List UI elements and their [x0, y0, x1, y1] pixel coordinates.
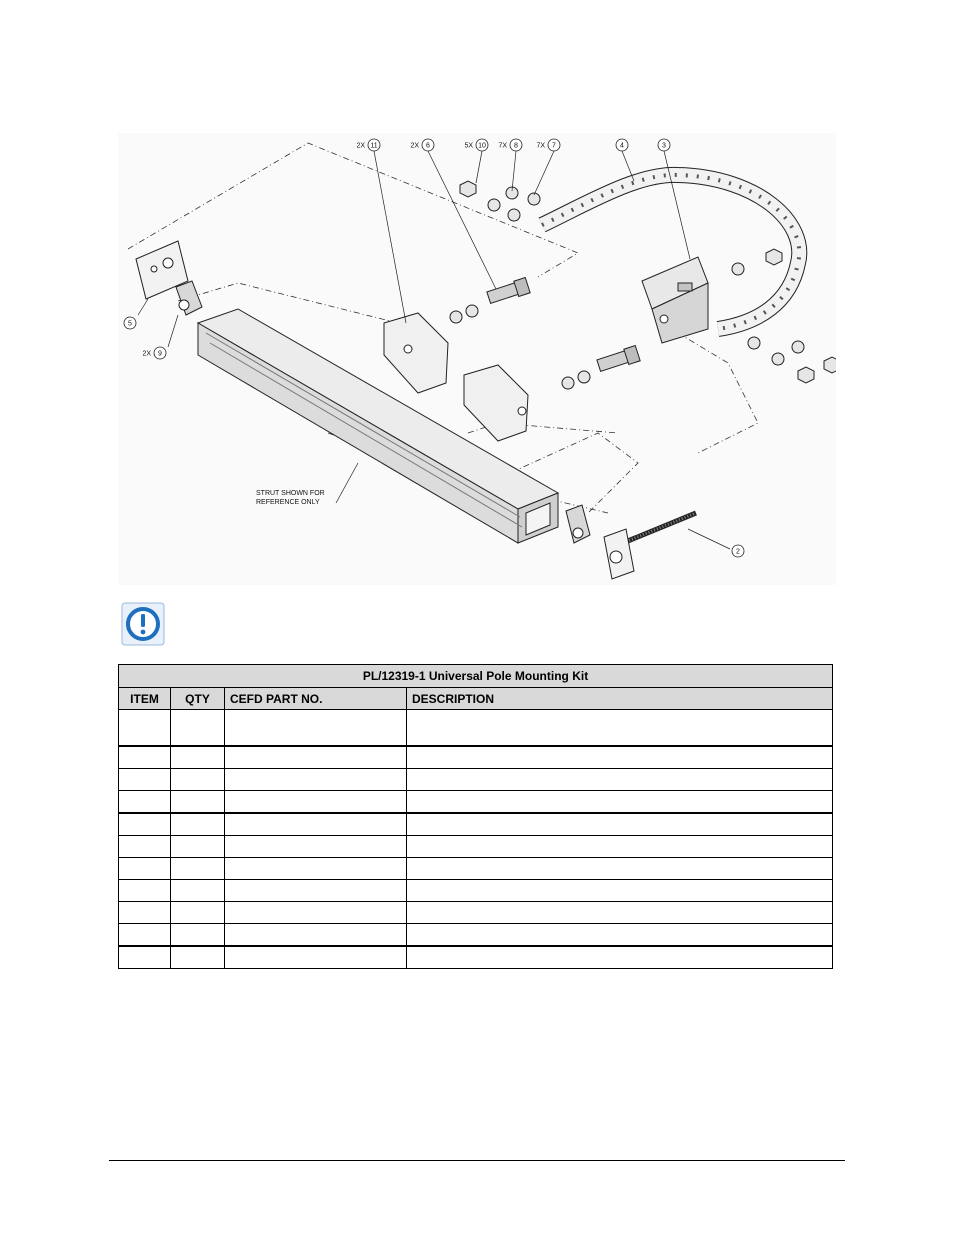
callout-4	[616, 139, 628, 151]
table-row	[119, 902, 833, 924]
table-header-row	[119, 688, 833, 710]
callout-9	[142, 347, 166, 359]
cell-part	[225, 924, 407, 947]
cell-item	[119, 746, 171, 769]
cell-qty	[171, 746, 225, 769]
cell-desc	[407, 710, 833, 747]
callout-number: 11	[370, 142, 378, 150]
table-row	[119, 791, 833, 814]
callout-qty: 7X	[536, 142, 545, 150]
table-row	[119, 836, 833, 858]
cell-desc	[407, 813, 833, 836]
cell-qty	[171, 902, 225, 924]
cell-item	[119, 924, 171, 947]
callout-number: 7	[552, 142, 556, 150]
callout-6	[410, 139, 434, 151]
cell-qty	[171, 946, 225, 969]
strut-note-line-1: STRUT SHOWN FOR	[256, 490, 325, 497]
cell-qty	[171, 791, 225, 814]
cell-desc	[407, 880, 833, 902]
clamp-block-3	[642, 257, 708, 343]
cell-part	[225, 858, 407, 880]
table-row	[119, 858, 833, 880]
callout-number: 5	[128, 320, 132, 328]
cell-part	[225, 902, 407, 924]
cell-item	[119, 902, 171, 924]
callout-8	[498, 139, 522, 151]
cell-part	[225, 946, 407, 969]
table-title-row	[119, 665, 833, 688]
table-row	[119, 710, 833, 747]
important-note-icon	[121, 602, 165, 646]
callout-qty: 2X	[142, 350, 151, 358]
cell-item	[119, 769, 171, 791]
header-item: ITEM	[119, 688, 171, 710]
header-description: DESCRIPTION	[407, 688, 833, 710]
callout-2	[732, 545, 744, 557]
parts-list-table	[118, 664, 833, 969]
cell-qty	[171, 836, 225, 858]
callout-5	[124, 317, 136, 329]
cell-qty	[171, 924, 225, 947]
hex-bolt-6	[487, 278, 640, 372]
callout-qty: 7X	[498, 142, 507, 150]
cell-part	[225, 813, 407, 836]
cell-item	[119, 710, 171, 747]
cell-item	[119, 813, 171, 836]
cell-part	[225, 746, 407, 769]
exploded-assembly-drawing	[118, 133, 836, 585]
header-qty: QTY	[171, 688, 225, 710]
cell-qty	[171, 769, 225, 791]
table-row	[119, 880, 833, 902]
callout-number: 6	[426, 142, 430, 150]
cell-part	[225, 710, 407, 747]
strut-note-line-2: REFERENCE ONLY	[256, 499, 320, 506]
callout-qty: 5X	[464, 142, 473, 150]
cell-item	[119, 836, 171, 858]
table-row	[119, 769, 833, 791]
callout-number: 8	[514, 142, 518, 150]
cell-desc	[407, 924, 833, 947]
callout-number: 2	[736, 548, 740, 556]
cell-qty	[171, 858, 225, 880]
cell-qty	[171, 880, 225, 902]
cell-desc	[407, 858, 833, 880]
cell-desc	[407, 791, 833, 814]
callout-qty: 2X	[410, 142, 419, 150]
callout-number: 3	[662, 142, 666, 150]
cell-item	[119, 880, 171, 902]
cell-desc	[407, 946, 833, 969]
cell-part	[225, 769, 407, 791]
cell-part	[225, 880, 407, 902]
callout-number: 4	[620, 142, 624, 150]
table-row	[119, 746, 833, 769]
callout-number: 10	[478, 142, 486, 150]
cell-item	[119, 946, 171, 969]
callout-qty: 2X	[356, 142, 365, 150]
assembly-svg	[118, 133, 836, 585]
callout-3	[658, 139, 670, 151]
cell-qty	[171, 710, 225, 747]
cell-qty	[171, 813, 225, 836]
header-part-no: CEFD PART NO.	[225, 688, 407, 710]
cell-item	[119, 791, 171, 814]
callout-7	[536, 139, 560, 151]
cell-part	[225, 836, 407, 858]
footer-rule	[109, 1160, 845, 1161]
table-body	[119, 710, 833, 969]
cell-item	[119, 858, 171, 880]
table-row	[119, 813, 833, 836]
callout-number: 9	[158, 350, 162, 358]
threaded-rod-2	[604, 513, 696, 579]
cell-desc	[407, 836, 833, 858]
callout-11	[356, 139, 380, 151]
table-title: PL/12319-1 Universal Pole Mounting Kit	[119, 665, 833, 688]
cell-desc	[407, 746, 833, 769]
table-row	[119, 946, 833, 969]
callout-10	[464, 139, 488, 151]
cell-part	[225, 791, 407, 814]
cell-desc	[407, 769, 833, 791]
cell-desc	[407, 902, 833, 924]
table-row	[119, 924, 833, 947]
